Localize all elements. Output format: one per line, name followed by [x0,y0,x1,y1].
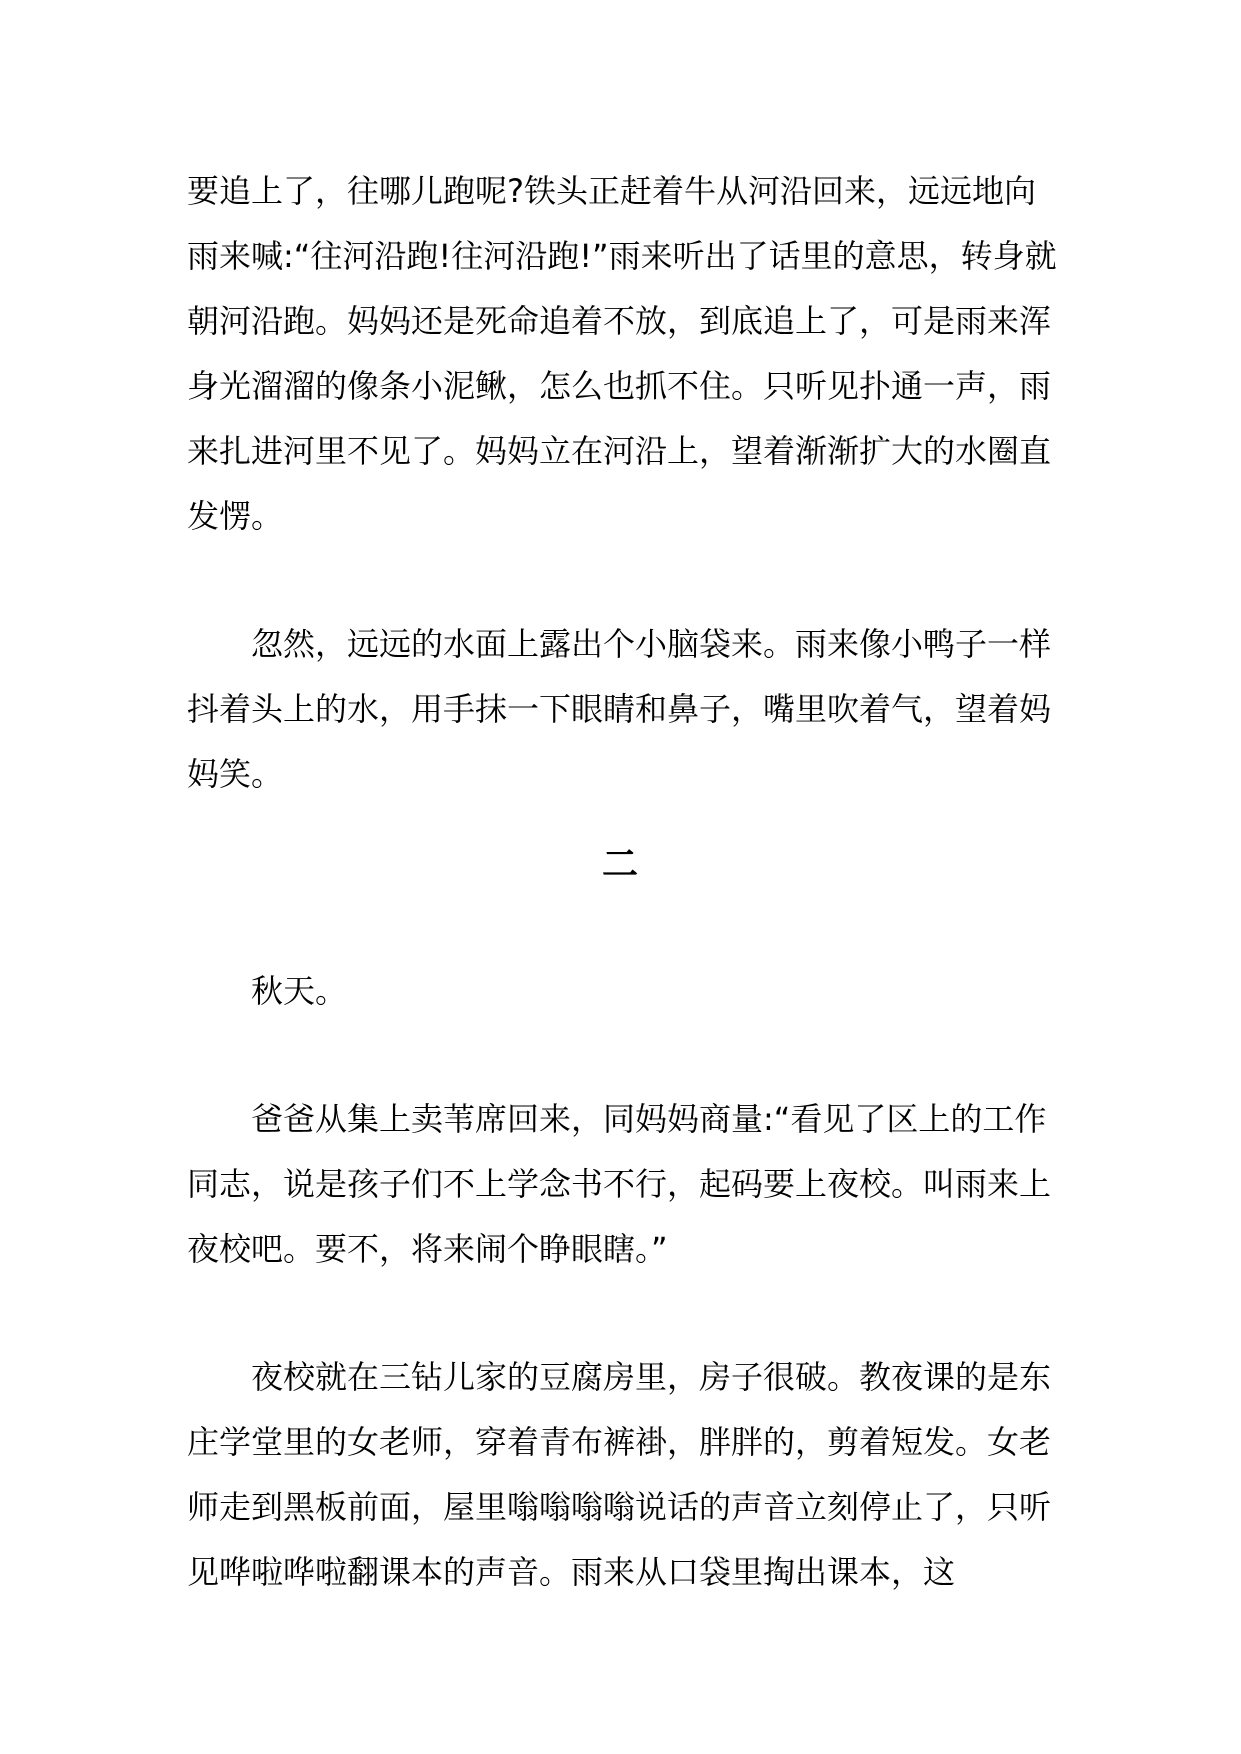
paragraph [187,1087,1057,1282]
paragraph-text: 忽然，远远的水面上露出个小脑袋来。雨来像小鸭子一样抖着头上的水，用手抹一下眼睛和鼻子，嘴里吹着气，望着妈妈笑。 [187,625,1052,793]
section-two-body [187,959,1057,1605]
paragraph [187,612,1057,807]
section-one-body [187,159,1057,807]
paragraph-text: 秋天。 [251,972,348,1010]
paragraph [187,959,1057,1024]
paragraph-text: 要追上了，往哪儿跑呢?铁头正赶着牛从河沿回来，远远地向雨来喊:“往河沿跑!往河沿跑!”雨来听出了话里的意思，转身就朝河沿跑。妈妈还是死命追着不放，到底追上了，可是雨来浑身光溜溜的像条小泥鳅，怎么也抓不住。只听见扑通一声，雨来扎进河里不见了。妈妈立在河沿上，望着渐渐扩大的水圈直发愣。 [187,172,1057,535]
paragraph-text: 爸爸从集上卖苇席回来，同妈妈商量:“看见了区上的工作同志，说是孩子们不上学念书不行，起码要上夜校。叫雨来上夜校吧。要不，将来闹个睁眼瞎。” [187,1100,1052,1268]
section-number-heading: 二 [601,844,639,885]
paragraph-continued [187,159,1057,549]
paragraph [187,1345,1057,1605]
paragraph-text: 夜校就在三钻儿家的豆腐房里，房子很破。教夜课的是东庄学堂里的女老师，穿着青布裤褂，胖胖的，剪着短发。女老师走到黑板前面，屋里嗡嗡嗡嗡说话的声音立刻停止了，只听见哗啦哗啦翻课本的声音。雨来从口袋里掏出课本，这 [187,1358,1052,1591]
